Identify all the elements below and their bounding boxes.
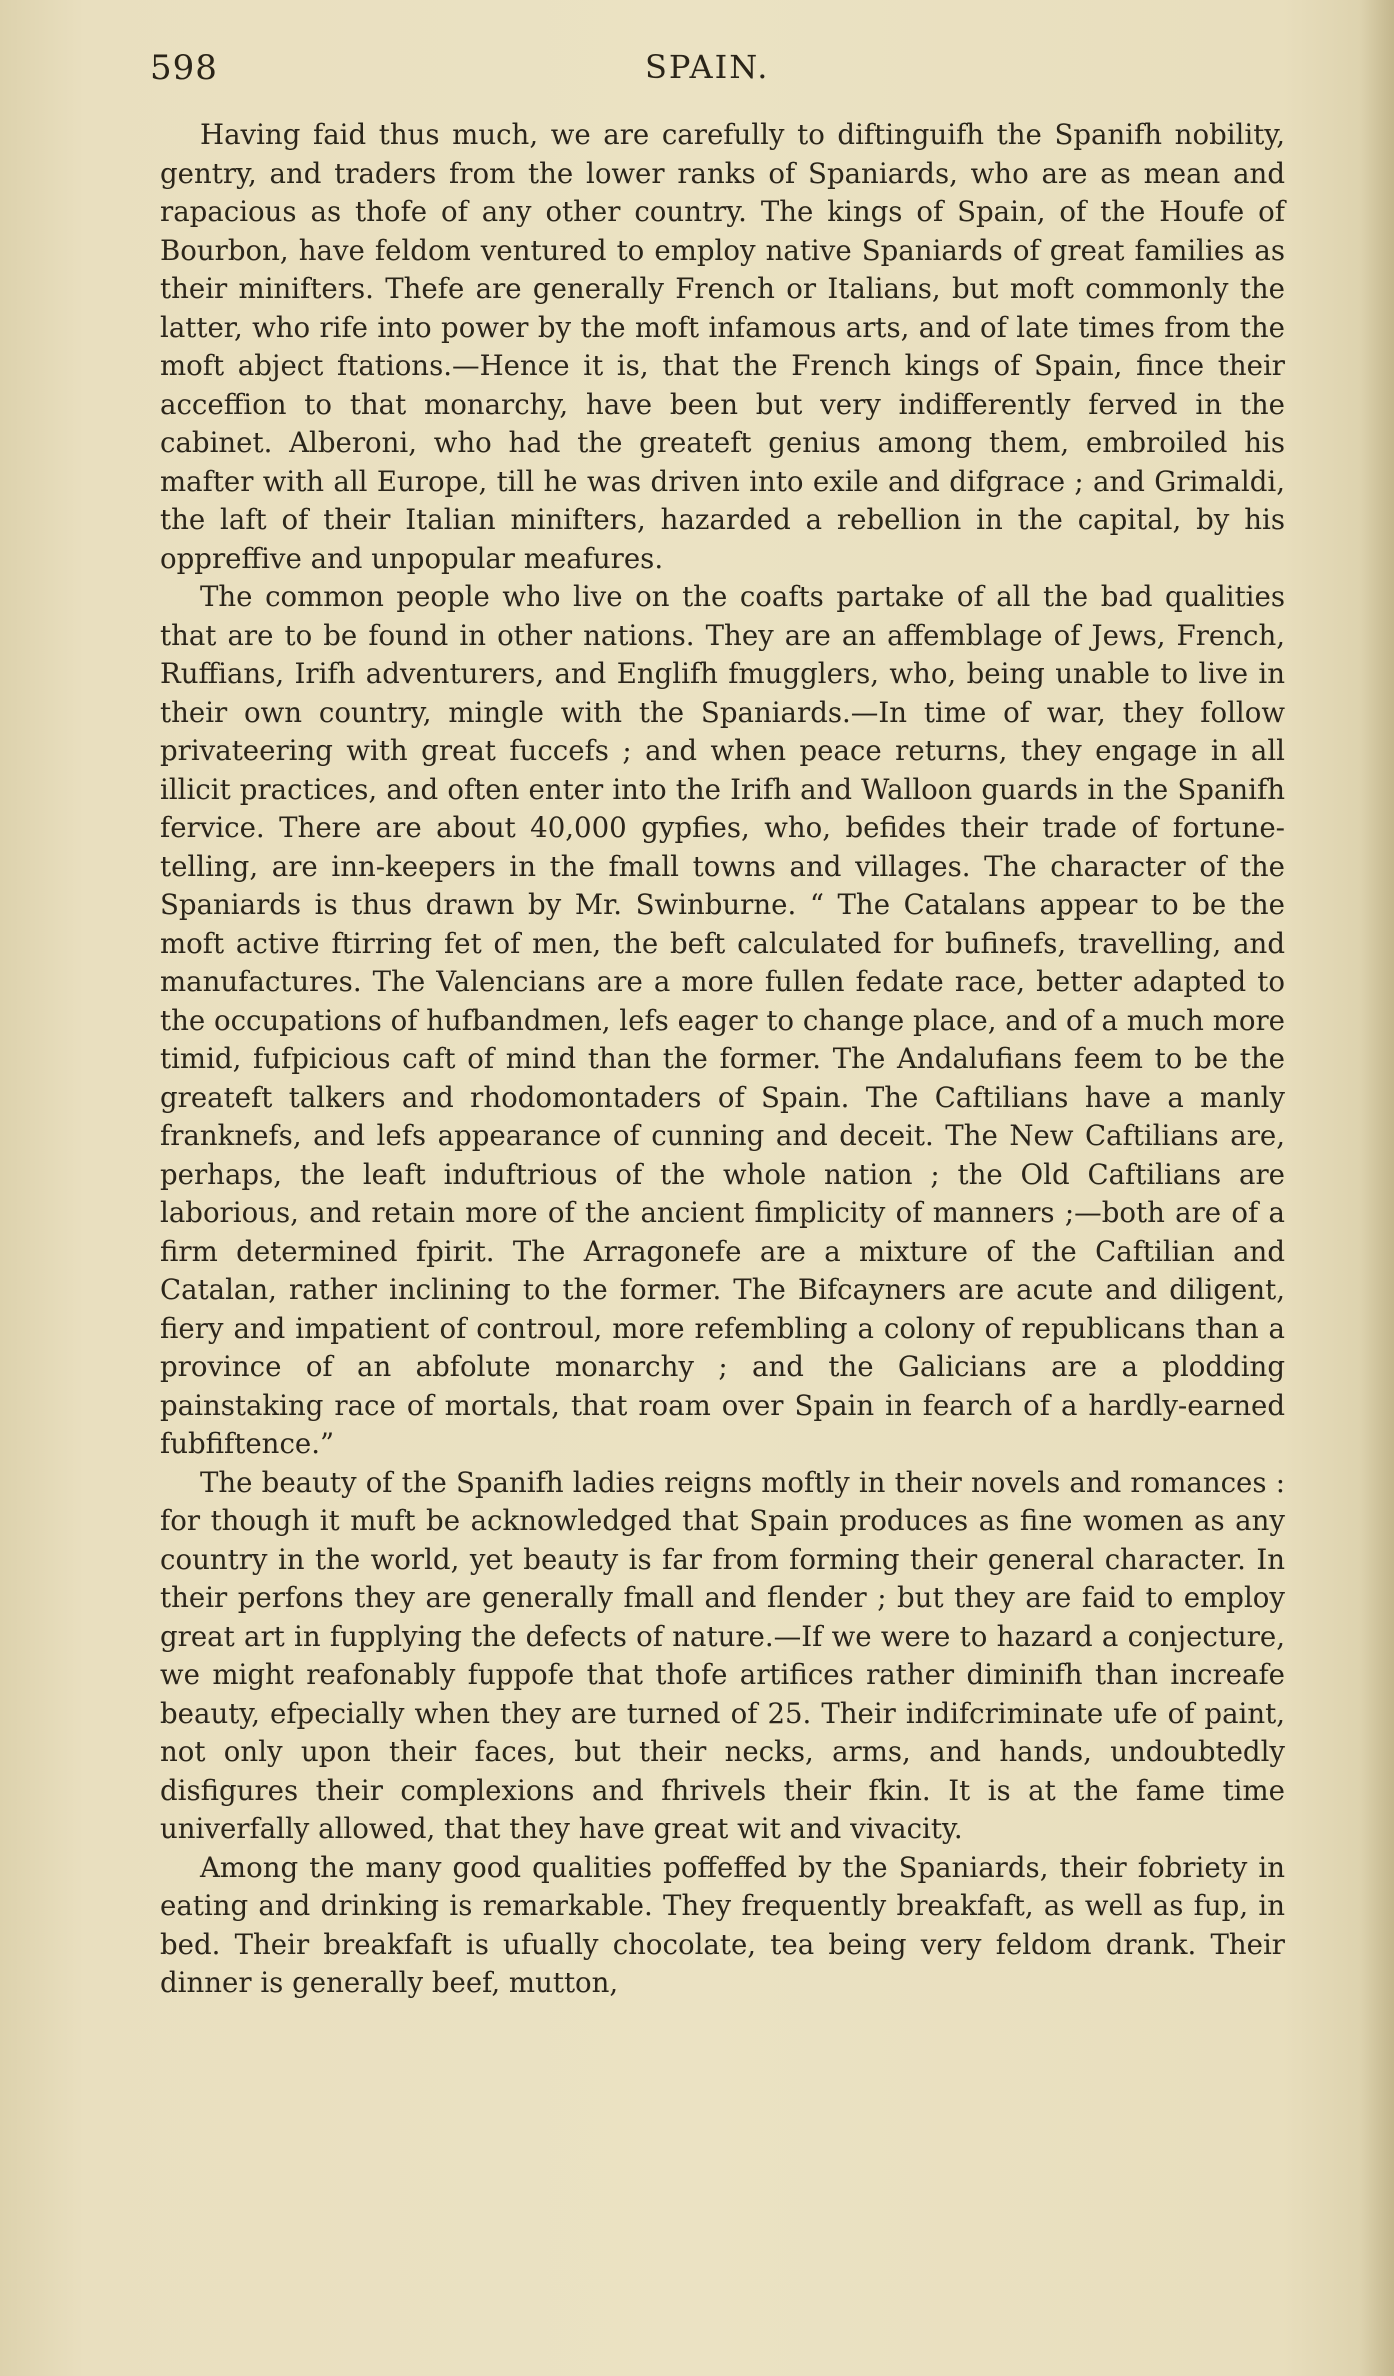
paragraph-spanish-ladies: The beauty of the Spanifh ladies reigns moftly in their novels and romances : for though it muft be acknowledged that Spain produces as fine women as any country in the world, yet beauty is far from forming their general character. In their perfons they are generally fmall and flender ; but they are faid to employ great art in fupplying the defects of nature.—If we were to hazard a conjecture, we might reafonably fuppofe that thofe artifices rather diminifh than increafe beauty, efpecially when they are turned of 25. Their indifcriminate ufe of paint, not only upon their faces, but their necks, arms, and hands, undoubtedly disfigures their complexions and fhrivels their fkin. It is at the fame time univerfally allowed, that they have great wit and vivacity. bbox=[160, 1465, 1285, 1845]
running-head: SPAIN. bbox=[645, 48, 770, 86]
paragraph-sobriety: Among the many good qualities poffeffed by the Spaniards, their fobriety in eating and drinking is remarkable. They frequently breakfaft, as well as fup, in bed. Their breakfaft is ufually chocolate, tea being very feldom drank. Their dinner is generally beef, mutton, bbox=[160, 1850, 1285, 1999]
page-header bbox=[150, 48, 1290, 88]
paragraph-nobility: Having faid thus much, we are carefully to diftinguifh the Spanifh nobility, gentry, and traders from the lower ranks of Spaniards, who are as mean and rapacious as thofe of any other country. The kings of Spain, of the Houfe of Bourbon, have feldom ventured to employ native Spaniards of great families as their minifters. Thefe are generally French or Italians, but moft commonly the latter, who rife into power by the moft infamous arts, and of late times from the moft abject ftations.—Hence it is, that the French kings of Spain, fince their acceffion to that monarchy, have been but very indifferently ferved in the cabinet. Alberoni, who had the greateft genius among them, embroiled his mafter with all Europe, till he was driven into exile and difgrace ; and Grimaldi, the laft of their Italian minifters, hazarded a rebellion in the capital, by his oppreffive and unpopular meafures. bbox=[160, 118, 1285, 575]
page-edge-shadow bbox=[1360, 0, 1394, 2376]
page-number: 598 bbox=[150, 48, 218, 88]
paragraph-common-people: The common people who live on the coafts partake of all the bad qualities that are to be found in other nations. They are an affemblage of Jews, French, Ruffians, Irifh adventurers, and Englifh fmugglers, who, being unable to live in their own country, mingle with the Spaniards.—In time of war, they follow privateering with great fuccefs ; and when peace returns, they engage in all illicit practices, and often enter into the Irifh and Walloon guards in the Spanifh fervice. There are about 40,000 gypfies, who, befides their trade of fortune-telling, are inn-keepers in the fmall towns and villages. The character of the Spaniards is thus drawn by Mr. Swinburne. “ The Catalans appear to be the moft active ftirring fet of men, the beft calculated for bufinefs, travelling, and manufactures. The Valencians are a more fullen fedate race, better adapted to the occupations of hufbandmen, lefs eager to change place, and of a much more timid, fufpicious caft of mind than the former. The Andalufians feem to be the greateft talkers and rhodomontaders of Spain. The Caftilians have a manly franknefs, and lefs appearance of cunning and deceit. The New Caftilians are, perhaps, the leaft induftrious of the whole nation ; the Old Caftilians are laborious, and retain more of the ancient fimplicity of manners ;—both are of a firm determined fpirit. The Arragonefe are a mixture of the Caftilian and Catalan, rather inclining to the former. The Bifcayners are acute and diligent, fiery and impatient of controul, more refembling a colony of republicans than a province of an abfolute monarchy ; and the Galicians are a plodding painstaking race of mortals, that roam over Spain in fearch of a hardly-earned fubfiftence.” bbox=[160, 580, 1286, 1460]
body-text bbox=[160, 116, 1285, 2003]
